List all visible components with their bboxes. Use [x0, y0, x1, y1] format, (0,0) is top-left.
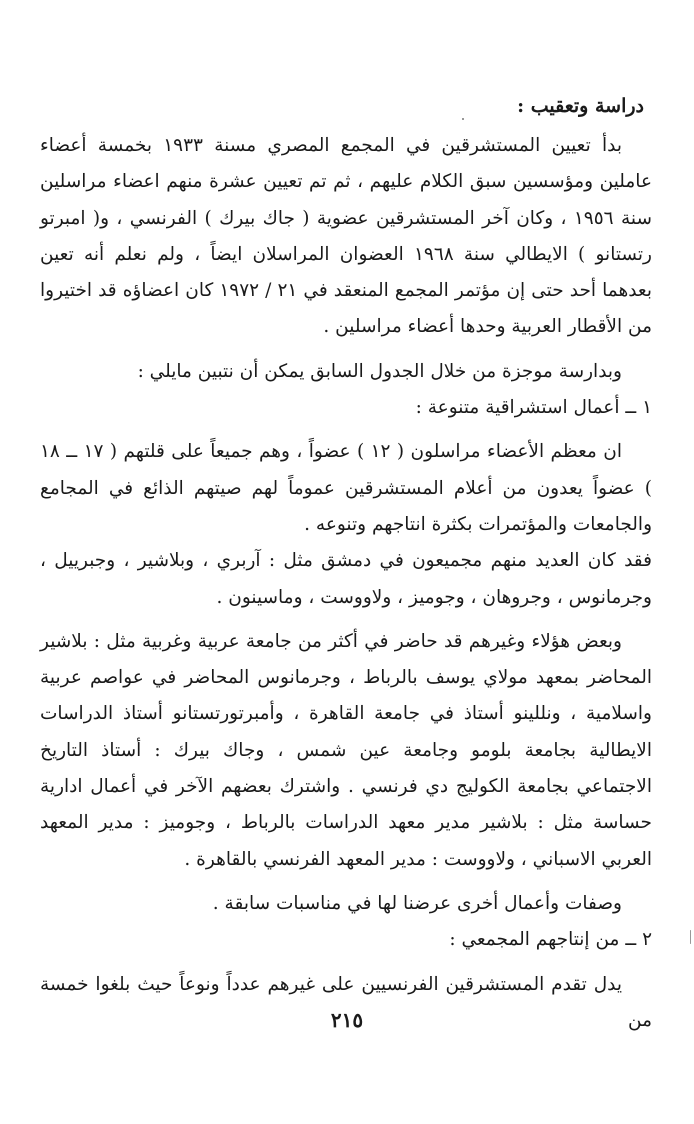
paragraph-damascus-members: فقد كان العديد منهم مجميعون في دمشق مثل : آربري ، وبلاشير ، وجبرييل ، وجرمانوس ، وجروهان ، وجوميز ، ولاووست ، وماسينون .	[40, 550, 652, 608]
scan-mark	[690, 930, 691, 944]
paragraph-corresponding-members: ان معظم الأعضاء مراسلون ( ١٢ ) عضواً ، وهم جميعاً على قلتهم ( ١٧ ــ ١٨ ) عضواً يعدون من أعلام المستشرقين عموماً لهم صيتهم الذائع في المجامع والجامعات والمؤتمرات بكثرة انتاجهم وتنوعه .	[40, 441, 652, 535]
section-heading: دراسة وتعقيب :	[517, 95, 644, 117]
paragraph-lecturers: وبعض هؤلاء وغيرهم قد حاضر في أكثر من جامعة عربية وغربية مثل : بلاشير المحاضر بمعهد مولاي يوسف بالرباط ، وجرمانوس المحاضر في عواصم عربية واسلامية ، ونللينو أستاذ في جامعة القاهرة ، وأمبرتورتستانو أستاذ الدراسات الايطالية بجامعة بلومو وجامعة عين شمس ، وجاك بيرك : أستاذ التاريخ الاجتماعي بجامعة الكوليج دي فرنسي . واشترك بعضهم الآخر في أعمال ادارية حساسة مثل : بلاشير مدير معهد الدراسات بالرباط ، وجوميز : مدير المعهد العربي الاسباني ، ولاووست : مدير المعهد الفرنسي بالقاهرة .	[40, 630, 652, 870]
list-heading-academy-output: ٢ ــ من إنتاجهم المجمعي :	[449, 929, 652, 951]
list-heading-varied-works: ١ ــ أعمال استشراقية متنوعة :	[415, 397, 652, 419]
paragraph-appointments: بدأ تعيين المستشرقين في المجمع المصري مسنة ١٩٣٣ بخمسة أعضاء عاملين ومؤسسين سبق الكلام عليهم ، ثم تم تعيين عشرة منهم اعضاء مراسلين سنة ١٩٥٦ ، وكان آخر المستشرقين عضوية ( جاك بيرك ) الفرنسي ، و( امبرتو رتستانو ) الايطالي سنة ١٩٦٨ العضوان المراسلان ايضاً ، ولم نعلم أنه تعين بعدهما أحد حتى إن مؤتمر المجمع المنعقد في ٢١ / ١٩٧٢ كان اعضاؤه قد اختيروا من الأقطار العربية وحدها أعضاء مراسلين .	[40, 135, 652, 338]
paragraph-other-qualities: وصفات وأعمال أخرى عرضنا لها في مناسبات سابقة .	[212, 892, 622, 914]
page-number: ٢١٥	[330, 1008, 364, 1032]
page-body	[40, 88, 652, 1039]
scan-speck	[462, 118, 464, 120]
paragraph-study-intro: وبدارسة موجزة من خلال الجدول السابق يمكن أن نتبين مايلي :	[137, 360, 622, 382]
paragraph-french-orientalists: يدل تقدم المستشرقين الفرنسيين على غيرهم عدداً ونوعاً حيث بلغوا خمسة من	[40, 973, 652, 1031]
